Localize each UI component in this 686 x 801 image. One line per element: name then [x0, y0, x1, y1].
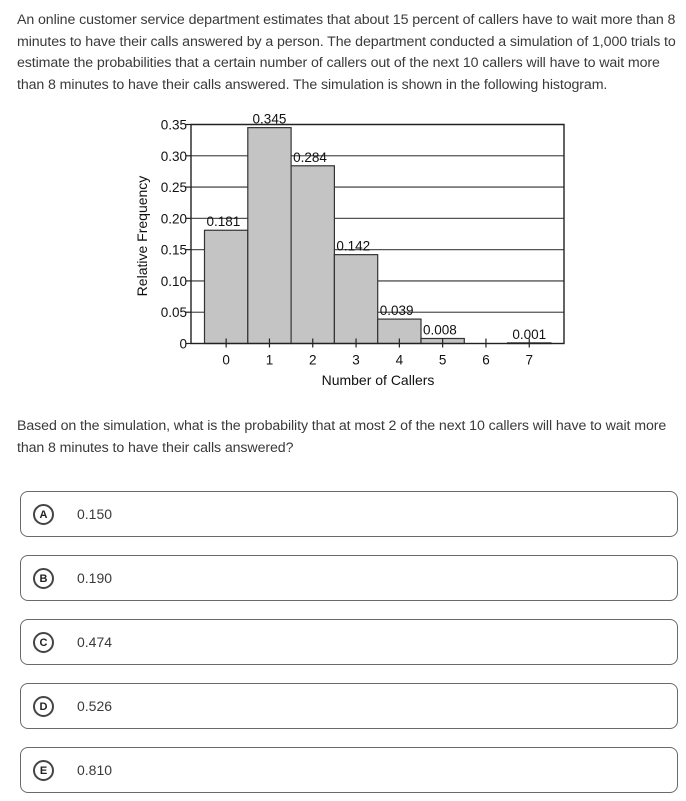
histogram-bar — [205, 230, 248, 343]
choice-value: 0.474 — [77, 634, 113, 650]
x-axis-title: Number of Callers — [321, 372, 435, 388]
choice-d[interactable] — [20, 683, 678, 729]
choice-b[interactable] — [20, 555, 678, 601]
choice-letter-badge: B — [33, 568, 54, 589]
bar-data-label: 0.345 — [252, 111, 287, 127]
x-tick-label: 4 — [395, 352, 404, 368]
bar-data-label: 0.284 — [293, 149, 327, 165]
histogram-svg — [0, 100, 686, 400]
histogram-bar — [334, 255, 377, 344]
choice-c[interactable] — [20, 619, 678, 665]
choice-e[interactable] — [20, 747, 678, 793]
x-tick-label: 2 — [308, 352, 317, 368]
x-tick-label: 0 — [222, 352, 230, 368]
x-tick-label: 3 — [352, 352, 360, 368]
bar-data-label: 0.008 — [423, 322, 457, 338]
choice-value: 0.526 — [77, 698, 113, 714]
choice-letter-badge: A — [33, 504, 54, 525]
choice-value: 0.810 — [77, 762, 113, 778]
y-axis-title: Relative Frequency — [134, 175, 150, 297]
y-tick-label: 0.20 — [160, 211, 187, 227]
histogram-bar — [291, 166, 334, 344]
y-tick-label: 0.15 — [160, 242, 187, 258]
question-stem: An online customer service department estimates that about 15 percent of callers have to wait more than 8 minutes to have their calls answered by a person. The department conducted a simulation of 1,000 trials to estimate the probabilities that a certain number of callers out of the next 10 callers will have to wait more than 8 minutes to have their calls answered. The simulation is shown in the following histogram. — [17, 12, 676, 93]
choice-letter-badge: C — [33, 632, 54, 653]
choice-a[interactable] — [20, 491, 678, 537]
x-tick-label: 7 — [525, 352, 534, 368]
bar-data-label: 0.039 — [379, 303, 414, 319]
y-tick-label: 0.30 — [160, 148, 187, 164]
choice-value: 0.190 — [77, 570, 113, 586]
question-prompt: Based on the simulation, what is the probability that at most 2 of the next 10 callers will have to wait more than 8 minutes to have their calls answered? — [17, 418, 667, 456]
y-tick-label: 0.25 — [160, 180, 187, 196]
histogram-bar — [248, 128, 291, 344]
x-tick-label: 6 — [482, 352, 490, 368]
y-tick-label: 0.10 — [160, 273, 187, 289]
choice-letter-badge: D — [33, 696, 54, 717]
histogram-chart — [0, 100, 686, 400]
bar-data-label: 0.001 — [512, 326, 547, 342]
bar-data-label: 0.181 — [206, 214, 241, 230]
y-tick-label: 0.05 — [160, 305, 187, 321]
y-tick-label: 0 — [179, 336, 187, 352]
choice-letter-badge: E — [33, 760, 54, 781]
x-tick-label: 5 — [438, 352, 447, 368]
x-tick-label: 1 — [265, 352, 274, 368]
y-tick-label: 0.35 — [160, 117, 187, 133]
choice-value: 0.150 — [77, 506, 113, 522]
bar-data-label: 0.142 — [336, 238, 371, 254]
